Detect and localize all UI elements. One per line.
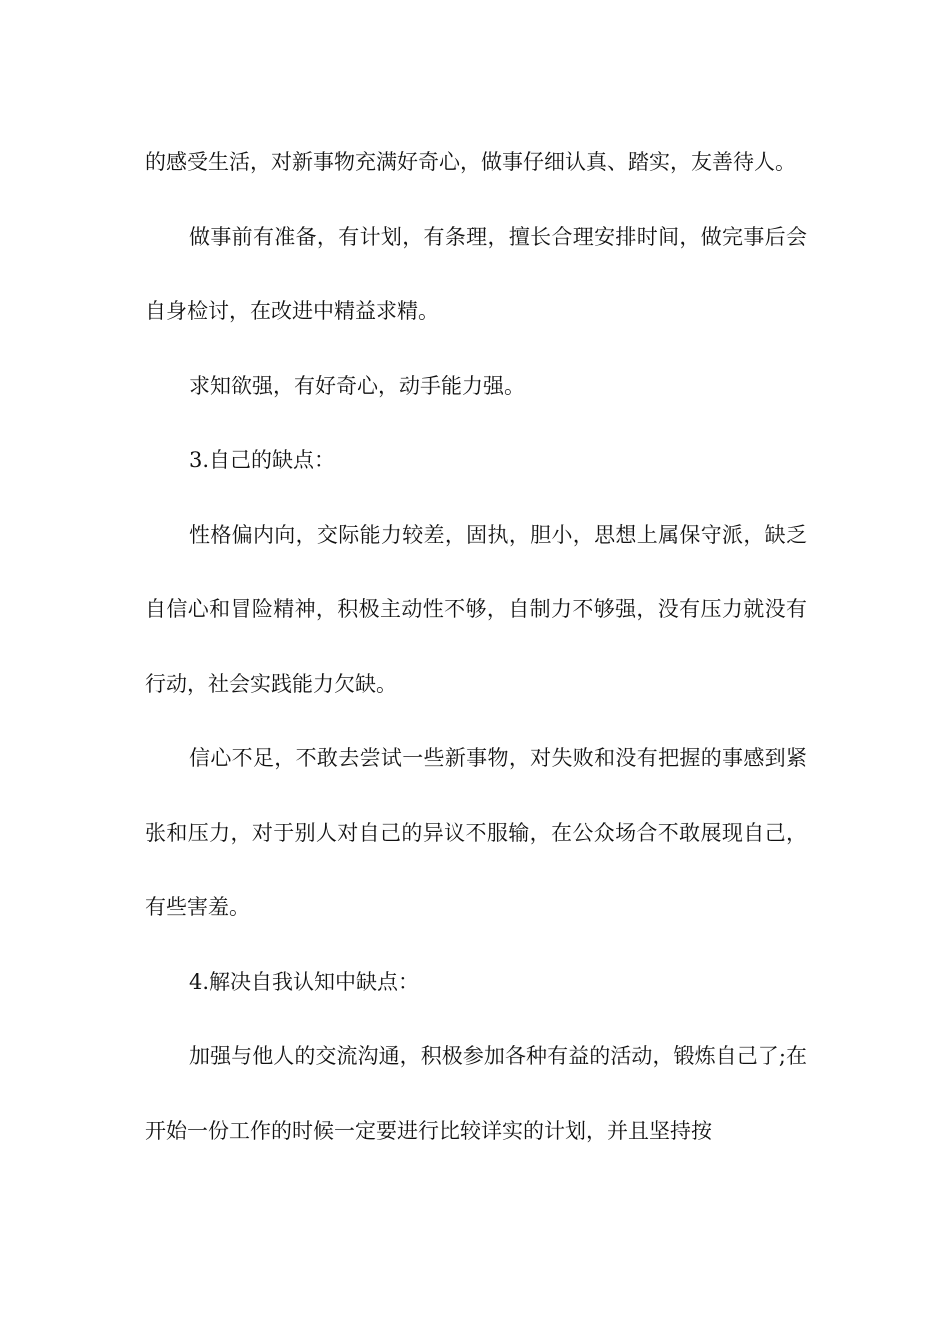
- paragraph-communication: 加强与他人的交流沟通，积极参加各种有益的活动，锻炼自己了;在开始一份工作的时候一定要进行比较详实的计划，并且坚持按: [145, 1044, 807, 1143]
- paragraph-continuation-personality: 的感受生活，对新事物充满好奇心，做事仔细认真、踏实，友善待人。: [145, 150, 796, 174]
- heading-weaknesses: 3.自己的缺点：: [189, 448, 336, 472]
- document-body: [145, 125, 807, 1168]
- heading-solutions: 4.解决自我认知中缺点：: [189, 969, 420, 994]
- paragraph-planning: 做事前有准备，有计划，有条理，擅长合理安排时间，做完事后会自身检讨，在改进中精益求精。: [145, 224, 807, 323]
- paragraph-curiosity: 求知欲强，有好奇心，动手能力强。: [189, 373, 525, 398]
- paragraph-confidence: 信心不足，不敢去尝试一些新事物，对失败和没有把握的事感到紧张和压力，对于别人对自己的异议不服输，在公众场合不敢展现自己，有些害羞。: [145, 746, 807, 919]
- paragraph-introvert: 性格偏内向，交际能力较差，固执，胆小，思想上属保守派，缺乏自信心和冒险精神，积极主动性不够，自制力不够强，没有压力就没有行动，社会实践能力欠缺。: [145, 522, 807, 696]
